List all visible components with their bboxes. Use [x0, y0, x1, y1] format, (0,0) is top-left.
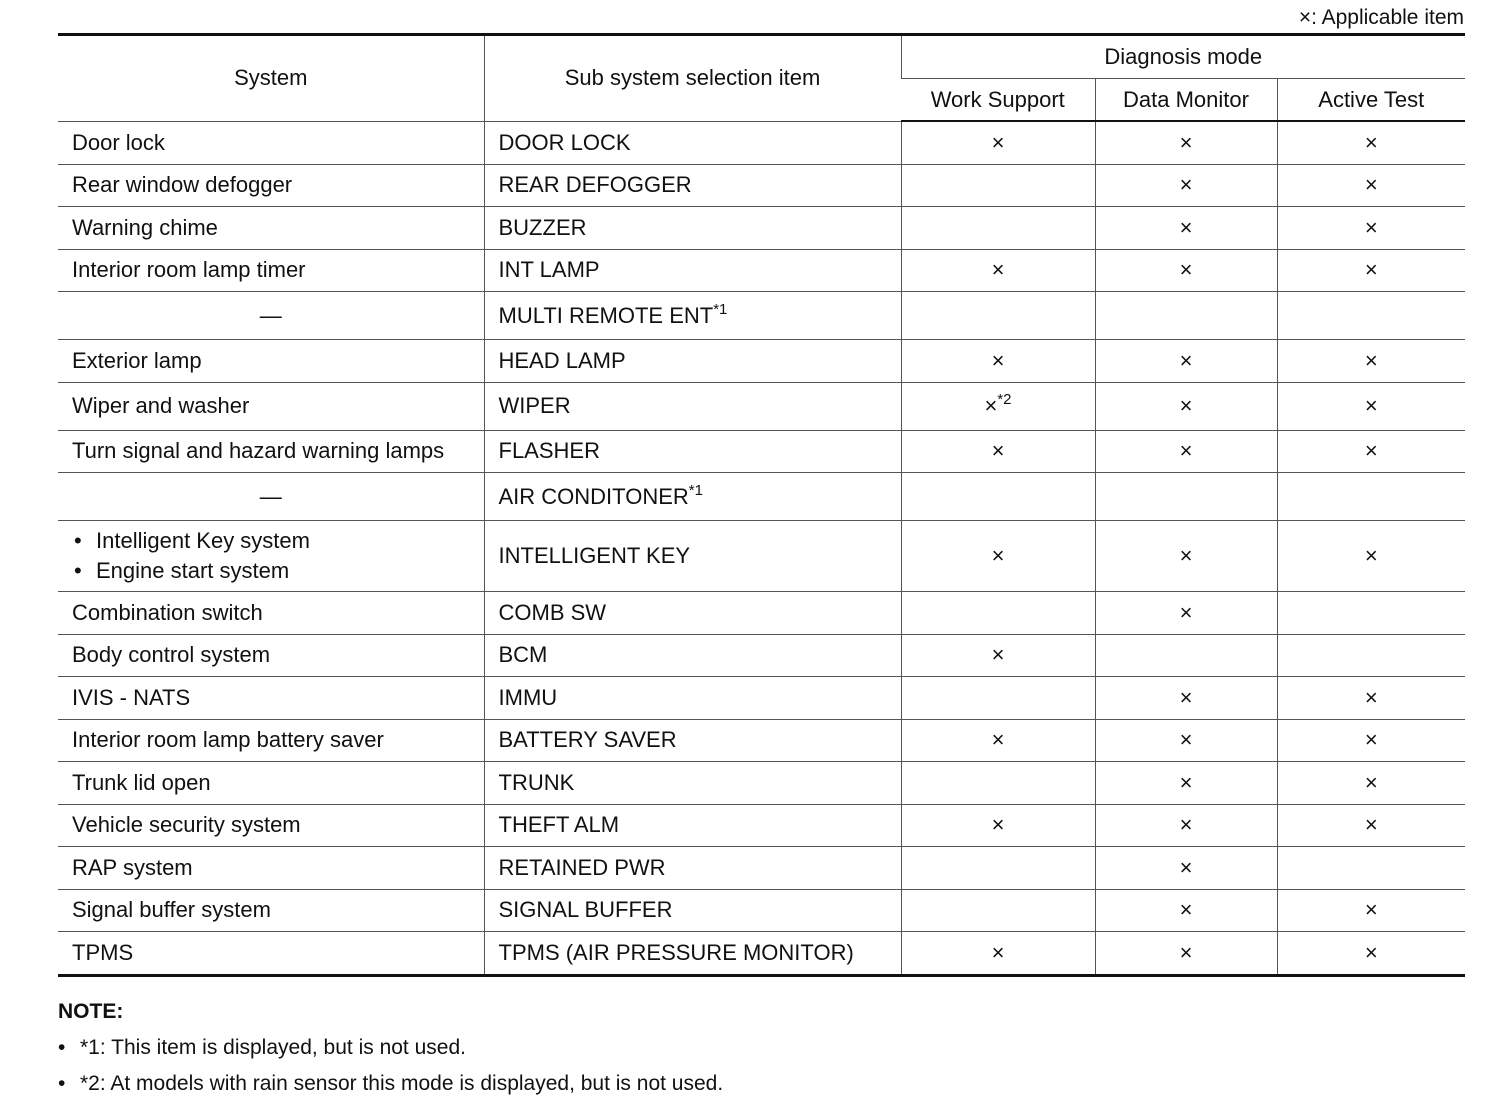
system-cell: Interior room lamp battery saver — [58, 719, 484, 762]
active-test-cell: × — [1277, 382, 1465, 430]
header-active-test: Active Test — [1277, 79, 1465, 122]
work-support-cell: × — [901, 932, 1095, 976]
table-row — [58, 677, 1465, 720]
work-support-cell: × — [901, 634, 1095, 677]
header-work-support: Work Support — [901, 79, 1095, 122]
work-support-cell — [901, 889, 1095, 932]
table-row — [58, 473, 1465, 521]
system-cell: Door lock — [58, 121, 484, 164]
sub-system-cell: TRUNK — [484, 762, 901, 805]
system-cell: — — [58, 473, 484, 521]
work-support-cell: × — [901, 804, 1095, 847]
system-cell: Exterior lamp — [58, 340, 484, 383]
active-test-cell: × — [1277, 521, 1465, 592]
sub-system-cell: BATTERY SAVER — [484, 719, 901, 762]
table-row — [58, 889, 1465, 932]
system-cell: TPMS — [58, 932, 484, 976]
data-monitor-cell: × — [1095, 164, 1277, 207]
sub-system-label: MULTI REMOTE ENT — [498, 302, 714, 328]
footnote-ref: *1 — [713, 300, 728, 318]
work-support-cell — [901, 592, 1095, 635]
data-monitor-cell: × — [1095, 932, 1277, 976]
table-row — [58, 164, 1465, 207]
data-monitor-cell: × — [1095, 521, 1277, 592]
active-test-cell — [1277, 847, 1465, 890]
system-list-item: • Intelligent Key system — [72, 526, 470, 556]
data-monitor-cell: × — [1095, 430, 1277, 473]
active-test-cell: × — [1277, 121, 1465, 164]
system-cell: IVIS - NATS — [58, 677, 484, 720]
work-support-cell — [901, 473, 1095, 521]
data-monitor-cell: × — [1095, 804, 1277, 847]
active-test-cell — [1277, 473, 1465, 521]
work-support-cell: × — [901, 430, 1095, 473]
header-sub-system: Sub system selection item — [484, 35, 901, 122]
active-test-cell: × — [1277, 804, 1465, 847]
system-cell: Warning chime — [58, 207, 484, 250]
data-monitor-cell: × — [1095, 762, 1277, 805]
data-monitor-cell: × — [1095, 207, 1277, 250]
note-section — [58, 1000, 723, 1108]
sub-system-cell: IMMU — [484, 677, 901, 720]
sub-system-cell: INT LAMP — [484, 249, 901, 292]
system-list-item: • Engine start system — [72, 556, 470, 586]
work-support-cell — [901, 207, 1095, 250]
data-monitor-cell: × — [1095, 592, 1277, 635]
work-support-cell — [901, 164, 1095, 207]
data-monitor-cell: × — [1095, 847, 1277, 890]
system-cell: Signal buffer system — [58, 889, 484, 932]
sub-system-cell: BCM — [484, 634, 901, 677]
sub-system-cell — [484, 473, 901, 521]
system-cell: — — [58, 292, 484, 340]
table-row — [58, 804, 1465, 847]
sub-system-cell: DOOR LOCK — [484, 121, 901, 164]
active-test-cell: × — [1277, 677, 1465, 720]
system-cell: Interior room lamp timer — [58, 249, 484, 292]
work-support-cell: × — [901, 121, 1095, 164]
system-list — [72, 526, 470, 586]
work-support-cell — [901, 847, 1095, 890]
system-cell — [58, 521, 484, 592]
table-row — [58, 932, 1465, 976]
system-cell: Combination switch — [58, 592, 484, 635]
work-support-cell: × — [901, 340, 1095, 383]
data-monitor-cell: × — [1095, 249, 1277, 292]
active-test-cell: × — [1277, 762, 1465, 805]
applicable-item-legend: ×: Applicable item — [1298, 6, 1464, 29]
active-test-cell: × — [1277, 164, 1465, 207]
sub-system-cell: BUZZER — [484, 207, 901, 250]
sub-system-cell: RETAINED PWR — [484, 847, 901, 890]
sub-system-cell: INTELLIGENT KEY — [484, 521, 901, 592]
active-test-cell: × — [1277, 430, 1465, 473]
table-row — [58, 382, 1465, 430]
table-row — [58, 249, 1465, 292]
work-support-cell — [901, 677, 1095, 720]
active-test-cell: × — [1277, 207, 1465, 250]
header-data-monitor: Data Monitor — [1095, 79, 1277, 122]
sub-system-cell: TPMS (AIR PRESSURE MONITOR) — [484, 932, 901, 976]
data-monitor-cell: × — [1095, 340, 1277, 383]
work-support-cell — [901, 292, 1095, 340]
applicable-mark: × — [984, 393, 998, 418]
sub-system-cell: HEAD LAMP — [484, 340, 901, 383]
header-system: System — [58, 35, 484, 122]
work-support-cell — [901, 762, 1095, 805]
system-cell: Turn signal and hazard warning lamps — [58, 430, 484, 473]
system-cell: Wiper and washer — [58, 382, 484, 430]
data-monitor-cell — [1095, 292, 1277, 340]
table-row — [58, 592, 1465, 635]
data-monitor-cell — [1095, 473, 1277, 521]
sub-system-cell: THEFT ALM — [484, 804, 901, 847]
system-cell: Body control system — [58, 634, 484, 677]
active-test-cell — [1277, 592, 1465, 635]
active-test-cell: × — [1277, 889, 1465, 932]
footnote-ref: *1 — [688, 481, 703, 499]
table-row — [58, 121, 1465, 164]
sub-system-cell — [484, 292, 901, 340]
system-cell: Trunk lid open — [58, 762, 484, 805]
sub-system-cell: REAR DEFOGGER — [484, 164, 901, 207]
table-row — [58, 521, 1465, 592]
sub-system-cell: SIGNAL BUFFER — [484, 889, 901, 932]
active-test-cell: × — [1277, 932, 1465, 976]
table-row — [58, 430, 1465, 473]
data-monitor-cell: × — [1095, 121, 1277, 164]
table-row — [58, 847, 1465, 890]
note-line: • *1: This item is displayed, but is not used. — [58, 1036, 723, 1060]
data-monitor-cell: × — [1095, 889, 1277, 932]
table-row — [58, 719, 1465, 762]
system-cell: Vehicle security system — [58, 804, 484, 847]
data-monitor-cell: × — [1095, 719, 1277, 762]
work-support-cell: × — [901, 521, 1095, 592]
note-line: • *2: At models with rain sensor this mode is displayed, but is not used. — [58, 1072, 723, 1096]
sub-system-cell: COMB SW — [484, 592, 901, 635]
active-test-cell — [1277, 292, 1465, 340]
system-cell: Rear window defogger — [58, 164, 484, 207]
sub-system-label: AIR CONDITONER — [498, 483, 689, 509]
active-test-cell: × — [1277, 249, 1465, 292]
table-row — [58, 634, 1465, 677]
active-test-cell — [1277, 634, 1465, 677]
table-row — [58, 762, 1465, 805]
data-monitor-cell: × — [1095, 677, 1277, 720]
work-support-cell: × — [901, 249, 1095, 292]
work-support-cell — [901, 382, 1095, 430]
note-title: NOTE: — [58, 1000, 124, 1023]
sub-system-cell: WIPER — [484, 382, 901, 430]
table-row — [58, 340, 1465, 383]
diagnosis-mode-table — [58, 33, 1465, 977]
table-row — [58, 207, 1465, 250]
sub-system-cell: FLASHER — [484, 430, 901, 473]
active-test-cell: × — [1277, 340, 1465, 383]
active-test-cell: × — [1277, 719, 1465, 762]
data-monitor-cell: × — [1095, 382, 1277, 430]
data-monitor-cell — [1095, 634, 1277, 677]
work-support-cell: × — [901, 719, 1095, 762]
system-cell: RAP system — [58, 847, 484, 890]
footnote-ref: *2 — [997, 391, 1012, 408]
table-row — [58, 292, 1465, 340]
header-diagnosis-mode: Diagnosis mode — [901, 35, 1465, 79]
